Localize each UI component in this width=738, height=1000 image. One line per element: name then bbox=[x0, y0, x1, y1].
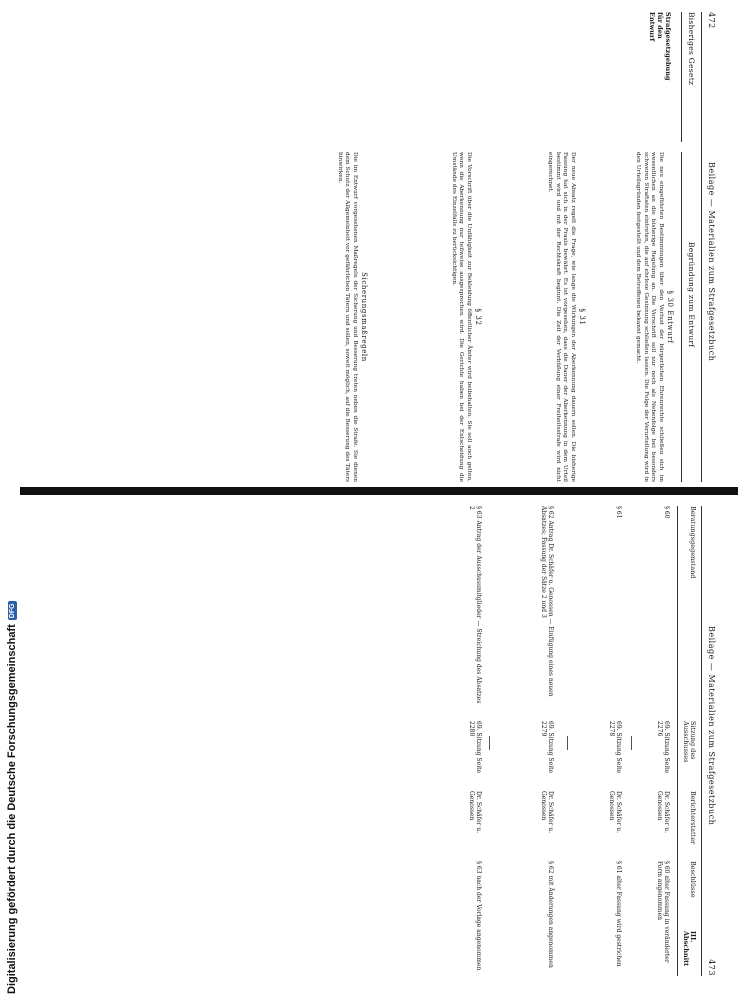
section-title: § 30 Entwurf bbox=[666, 290, 674, 344]
table-cell-reporter: Dr. Schäfer u. Genossen bbox=[608, 791, 622, 834]
table-cell-reporter: Dr. Schäfer u. Genossen bbox=[656, 791, 670, 834]
table-cell-subject: § 61 bbox=[615, 506, 622, 519]
table-header-subject: Beratungsgegenstand bbox=[689, 506, 697, 579]
page-divider bbox=[20, 487, 738, 495]
table-cell-reporter: Dr. Schäfer u. Genossen bbox=[540, 791, 554, 834]
section-title: § 32 bbox=[474, 308, 482, 326]
table-cell-decision: § 61 alter Fassung wird gestrichen bbox=[615, 861, 622, 967]
table-cell-subject: § 60 bbox=[663, 506, 670, 519]
table-cell-sitting: 69. Sitzung Seite 2279 bbox=[540, 721, 554, 774]
table-header-sitting: Sitzung des Ausschusses bbox=[682, 721, 697, 763]
footer-text: Digitalisierung gefördert durch die Deutsche Forschungsgemeinschaft bbox=[6, 624, 18, 994]
bottom-page-header bbox=[702, 506, 718, 976]
bottom-page bbox=[28, 506, 718, 976]
table-cell-sitting: 69. Sitzung Seite 2280 bbox=[468, 721, 482, 774]
row-separator bbox=[631, 736, 632, 750]
paragraph: Die neu eingeführten Bestimmungen über den Verlust der bürgerlichen Ehrenrechte schließen sich im wesentlichen an die bisherige Regelung an. Die Vorschrift soll nur noch als Nebenfolge bei besonders schweren Straftaten eintreten, die auf ehrlose Gesinnung schließen lassen. Die Folge der Verurteilung wird in den Urteilsgründen festgestellt und dem Betroffenen bekannt gemacht. bbox=[635, 152, 664, 482]
paragraph: Die im Entwurf vorgesehenen Maßregeln der Sicherung und Besserung treten neben die Strafe. Sie dienen dem Schutz der Allgemeinheit vor gefährlichen Tätern und sollen, soweit möglich, auf die Besserung des Täters hinwirken. bbox=[336, 152, 358, 482]
section-title: Sicherungsmaßregeln bbox=[360, 272, 368, 362]
column-rule-left bbox=[681, 12, 682, 142]
table-cell-subject: § 62 Antrag Dr. Schäfer u. Genossen — Einfügung eines neuen Absatzes; Fassung der Sätze 2 und 3 bbox=[540, 506, 554, 697]
table-cell-sitting: 69. Sitzung Seite 2276 bbox=[656, 721, 670, 774]
table-cell-decision: § 60 alter Fassung in veränderter Form angenommen bbox=[656, 861, 670, 963]
section-title: § 31 bbox=[578, 308, 586, 326]
row-separator bbox=[489, 736, 490, 750]
column-rule-right bbox=[681, 152, 682, 482]
header-rule bbox=[701, 506, 702, 976]
paragraph: Die Vorschrift über die Unfähigkeit zur Bekleidung öffentlicher Ämter wird beibehalten. Sie soll auch gelten, wenn die Aberkennung nur teilweise ausgesprochen wird. Die Gerichte haben bei der Entscheidung die Umstände des Einzelfalls zu berücksichtigen. bbox=[450, 152, 472, 482]
dfg-logo: DFG bbox=[8, 603, 16, 619]
row-separator bbox=[567, 736, 568, 750]
table-header-reporter: Berichterstatter bbox=[689, 791, 697, 845]
column-heading-right: Begründung zum Entwurf bbox=[687, 242, 696, 348]
table-header-decision: Beschlüsse bbox=[689, 861, 697, 898]
sidebar-note: Strafgesetzgebung für den Entwurf bbox=[648, 12, 672, 81]
section-label: III. Abschnitt bbox=[682, 931, 697, 967]
bottom-page-number: 473 bbox=[707, 959, 716, 976]
table-cell-decision: § 62 mit Änderungen angenommen bbox=[547, 861, 554, 968]
bottom-page-header-title: Beilage — Materialien zum Strafgesetzbuch bbox=[707, 626, 716, 826]
top-page-number: 472 bbox=[707, 12, 716, 29]
table-header-rule bbox=[677, 506, 678, 976]
table-cell-decision: § 63 nach der Vorlage angenommen bbox=[475, 861, 482, 971]
digitization-footer bbox=[6, 601, 18, 994]
table-cell-subject: § 63 Antrag der Ausschussmitglieder — Streichung des Absatzes 2 bbox=[468, 506, 482, 704]
table-cell-reporter: Dr. Schäfer u. Genossen bbox=[468, 791, 482, 834]
column-heading-left: Bisheriges Gesetz bbox=[687, 12, 696, 86]
top-page-header-title: Beilage — Materialien zum Strafgesetzbuch bbox=[707, 162, 716, 362]
table-cell-sitting: 69. Sitzung Seite 2278 bbox=[608, 721, 622, 774]
paragraph: Der neue Absatz regelt die Frage, wie lange die Wirkungen der Aberkennung dauern sollen. Die bisherige Fassung hat sich in der Praxis bewährt. Es ist vorgesehen, dass die Dauer der Aberkennung in dem Urteil bestimmt wird und mit der Rechtskraft beginnt. Die Zeit der Verbüßung einer Freiheitsstrafe wird nicht eingerechnet. bbox=[547, 152, 576, 482]
header-rule bbox=[701, 12, 702, 482]
top-page-header bbox=[702, 12, 718, 482]
top-page bbox=[28, 12, 718, 482]
